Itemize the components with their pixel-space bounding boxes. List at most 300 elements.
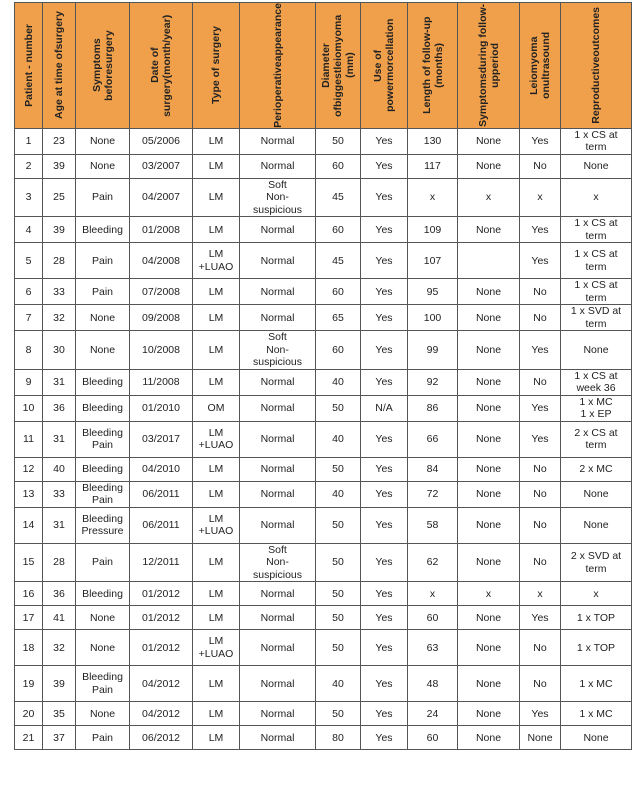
cell-text: 66 — [426, 433, 439, 446]
cell-text: 45 — [332, 254, 344, 267]
cell-text: None — [475, 433, 502, 446]
table-cell — [561, 457, 632, 481]
cell-text: LM — [208, 587, 224, 600]
cell-text: Bleeding — [82, 402, 123, 415]
table-container — [14, 2, 631, 750]
table-cell — [561, 582, 632, 606]
table-cell — [130, 369, 193, 395]
cell-text: Bleeding — [82, 512, 123, 525]
table-cell — [76, 305, 130, 331]
cell-text: 40 — [53, 463, 65, 476]
table-cell — [361, 630, 408, 666]
cell-text: 50 — [332, 463, 344, 476]
table-cell — [76, 457, 130, 481]
table-cell — [361, 421, 408, 457]
table-cell — [15, 279, 43, 305]
cell-text: 06/2011 — [142, 519, 180, 532]
cell-text: 30 — [53, 343, 65, 356]
cell-text: 72 — [426, 488, 439, 501]
cell-text: 9 — [25, 376, 32, 389]
table-cell — [458, 481, 520, 507]
table-cell — [561, 178, 632, 217]
cell-text: None — [583, 488, 609, 501]
cell-text: 45 — [332, 191, 344, 204]
cell-text: LM — [208, 223, 224, 236]
cell-text: suspicious — [252, 568, 303, 581]
table-cell — [561, 279, 632, 305]
table-cell — [43, 481, 76, 507]
table-cell — [193, 369, 240, 395]
table-cell — [316, 630, 361, 666]
table-cell — [458, 217, 520, 243]
cell-text: 50 — [332, 519, 344, 532]
table-row — [15, 331, 632, 370]
cell-text: 1 x CS at term — [574, 279, 618, 304]
cell-text: 60 — [332, 343, 344, 356]
table-cell — [408, 666, 458, 702]
cell-text: None — [475, 731, 502, 744]
table-cell — [520, 279, 561, 305]
cell-text: 03/2007 — [142, 160, 180, 173]
table-cell — [361, 543, 408, 582]
cell-text: 39 — [53, 223, 65, 236]
cell-text: 1 x SVD at term — [570, 305, 622, 330]
table-cell — [458, 543, 520, 582]
cell-text: 12 — [22, 463, 35, 476]
cell-text: Bleeding — [82, 587, 123, 600]
cell-text: Soft — [268, 178, 287, 191]
table-cell — [361, 369, 408, 395]
table-cell — [240, 543, 316, 582]
column-header-label — [590, 7, 602, 124]
cell-text: 33 — [53, 488, 65, 501]
table-cell — [561, 154, 632, 178]
cell-text: 1 x MC — [579, 707, 613, 720]
table-cell — [361, 395, 408, 421]
column-header-label — [91, 3, 115, 128]
table-cell — [408, 457, 458, 481]
table-cell — [408, 178, 458, 217]
cell-text: No — [533, 160, 547, 173]
table-cell — [458, 279, 520, 305]
column-header-label — [53, 11, 65, 119]
cell-text: Yes — [375, 191, 393, 204]
cell-text: 86 — [426, 402, 439, 415]
cell-text: Soft — [268, 331, 287, 344]
cell-text: 04/2007 — [142, 191, 180, 204]
table-cell — [130, 243, 193, 279]
table-cell — [240, 369, 316, 395]
cell-text: 10 — [22, 402, 35, 415]
cell-text: No — [533, 519, 547, 532]
cell-text: Bleeding — [82, 481, 123, 494]
cell-text: 1 x TOP — [576, 641, 616, 654]
table-cell — [408, 543, 458, 582]
table-cell — [15, 154, 43, 178]
cell-text: 117 — [424, 160, 441, 173]
table-cell — [240, 457, 316, 481]
header-text: surgery — [102, 30, 115, 69]
cell-text: 1 — [25, 135, 32, 148]
cell-text: 40 — [332, 376, 344, 389]
cell-text: x — [593, 587, 599, 600]
cell-text: Pain — [91, 556, 113, 569]
table-cell — [316, 481, 361, 507]
table-cell — [76, 666, 130, 702]
table-cell — [408, 243, 458, 279]
cell-text: 35 — [53, 707, 65, 720]
cell-text: 01/2012 — [142, 587, 180, 600]
cell-text: +LUAO — [198, 260, 234, 273]
cell-text: Yes — [531, 254, 549, 267]
table-cell — [316, 507, 361, 543]
cell-text: Pain — [91, 285, 113, 298]
cell-text: Normal — [260, 611, 295, 624]
cell-text: 1 x CS at term — [574, 128, 618, 154]
column-header — [130, 3, 193, 129]
cell-text: None — [527, 731, 553, 744]
cell-text: LM — [208, 488, 224, 501]
cell-text: x — [537, 191, 543, 204]
table-cell — [458, 178, 520, 217]
cell-text: No — [533, 311, 547, 324]
table-cell — [520, 457, 561, 481]
table-row — [15, 666, 632, 702]
table-cell — [43, 178, 76, 217]
cell-text: No — [533, 463, 547, 476]
table-cell — [520, 369, 561, 395]
table-cell — [43, 606, 76, 630]
table-cell — [43, 369, 76, 395]
cell-text: 31 — [53, 433, 65, 446]
header-row — [15, 3, 632, 129]
table-cell — [520, 128, 561, 154]
table-cell — [408, 481, 458, 507]
cell-text: 60 — [332, 223, 344, 236]
cell-text: Yes — [375, 311, 393, 324]
cell-text: None — [475, 677, 502, 690]
table-cell — [240, 666, 316, 702]
table-cell — [561, 726, 632, 750]
table-cell — [76, 507, 130, 543]
table-cell — [43, 154, 76, 178]
table-cell — [130, 543, 193, 582]
cell-text: x — [485, 587, 492, 600]
table-cell — [43, 395, 76, 421]
cell-text: Yes — [375, 587, 393, 600]
header-text: during follow-up — [476, 3, 501, 88]
table-row — [15, 606, 632, 630]
table-row — [15, 726, 632, 750]
table-cell — [15, 582, 43, 606]
table-cell — [408, 726, 458, 750]
table-cell — [76, 395, 130, 421]
cell-text: Normal — [260, 677, 295, 690]
column-header-label — [210, 26, 222, 104]
cell-text: Normal — [260, 402, 295, 415]
column-header — [408, 3, 458, 129]
cell-text: Yes — [375, 731, 393, 744]
table-cell — [458, 128, 520, 154]
cell-text: Normal — [260, 707, 295, 720]
table-cell — [561, 543, 632, 582]
cell-text: +LUAO — [198, 439, 234, 452]
cell-text: 20 — [22, 707, 35, 720]
table-cell — [43, 243, 76, 279]
cell-text: Normal — [260, 641, 295, 654]
table-cell — [43, 217, 76, 243]
table-cell — [130, 666, 193, 702]
cell-text: None — [89, 611, 116, 624]
table-cell — [361, 666, 408, 702]
cell-text: 107 — [423, 254, 442, 267]
table-cell — [76, 630, 130, 666]
table-cell — [561, 421, 632, 457]
cell-text: Soft — [268, 543, 287, 556]
cell-text: None — [475, 611, 502, 624]
table-cell — [520, 666, 561, 702]
table-cell — [520, 630, 561, 666]
table-cell — [458, 507, 520, 543]
cell-text: 92 — [426, 376, 439, 389]
column-header-label — [23, 24, 35, 107]
table-cell — [408, 421, 458, 457]
cell-text: 32 — [53, 311, 65, 324]
table-row — [15, 243, 632, 279]
table-cell — [130, 331, 193, 370]
header-text: Symptoms — [476, 73, 489, 128]
cell-text: 01/2010 — [142, 402, 180, 415]
table-cell — [76, 726, 130, 750]
table-cell — [520, 507, 561, 543]
cell-text: None — [89, 311, 116, 324]
table-cell — [130, 606, 193, 630]
cell-text: None — [475, 343, 502, 356]
table-cell — [240, 702, 316, 726]
table-cell — [561, 702, 632, 726]
cell-text: None — [89, 707, 116, 720]
table-cell — [361, 507, 408, 543]
table-cell — [316, 331, 361, 370]
cell-text: OM — [207, 402, 225, 415]
cell-text: No — [533, 488, 547, 501]
cell-text: Yes — [375, 641, 393, 654]
cell-text: 84 — [426, 463, 439, 476]
cell-text: 2 — [25, 160, 32, 173]
table-cell — [408, 128, 458, 154]
cell-text: Yes — [375, 376, 393, 389]
cell-text: Pain — [91, 254, 113, 267]
table-cell — [408, 702, 458, 726]
cell-text: Yes — [375, 463, 393, 476]
cell-text: 50 — [332, 556, 344, 569]
table-cell — [76, 421, 130, 457]
header-text: appearance — [271, 3, 284, 62]
cell-text: LM — [208, 677, 224, 690]
cell-text: LM — [208, 426, 224, 439]
table-cell — [561, 606, 632, 630]
cell-text: 8 — [25, 343, 32, 356]
table-cell — [15, 217, 43, 243]
table-row — [15, 582, 632, 606]
table-cell — [130, 154, 193, 178]
cell-text: None — [475, 160, 502, 173]
column-header — [561, 3, 632, 129]
cell-text: 14 — [22, 519, 35, 532]
header-text: (month/year) — [161, 14, 173, 78]
cell-text: x — [537, 587, 543, 600]
cell-text: 1 x TOP — [576, 611, 616, 624]
table-cell — [193, 305, 240, 331]
cell-text: x — [593, 191, 599, 204]
cell-text: LM — [208, 512, 224, 525]
cell-text: 15 — [22, 556, 35, 569]
cell-text: Yes — [531, 611, 549, 624]
table-cell — [520, 543, 561, 582]
table-cell — [193, 666, 240, 702]
table-cell — [240, 630, 316, 666]
column-header-label — [149, 3, 173, 128]
cell-text: LM — [208, 160, 224, 173]
table-cell — [458, 154, 520, 178]
cell-text: 100 — [423, 311, 442, 324]
cell-text: None — [475, 285, 502, 298]
header-text: Symptoms before — [90, 38, 115, 101]
cell-text: Yes — [375, 556, 393, 569]
column-header — [76, 3, 130, 129]
table-header — [15, 3, 632, 129]
table-cell — [193, 128, 240, 154]
table-cell — [193, 395, 240, 421]
table-cell — [561, 331, 632, 370]
table-cell — [15, 630, 43, 666]
table-cell — [15, 369, 43, 395]
cell-text: Non- — [266, 343, 289, 356]
cell-text: None — [89, 160, 116, 173]
table-cell — [130, 128, 193, 154]
cell-text: None — [583, 519, 609, 532]
table-cell — [561, 128, 632, 154]
cell-text: 50 — [332, 641, 344, 654]
table-cell — [520, 305, 561, 331]
cell-text: 04/2012 — [142, 707, 180, 720]
table-cell — [561, 666, 632, 702]
cell-text: 41 — [53, 611, 65, 624]
table-cell — [458, 666, 520, 702]
cell-text: Bleeding — [82, 426, 123, 439]
cell-text: No — [533, 641, 547, 654]
cell-text: 28 — [53, 556, 65, 569]
cell-text: None — [475, 223, 502, 236]
table-cell — [316, 666, 361, 702]
table-cell — [316, 305, 361, 331]
cell-text: Normal — [260, 731, 295, 744]
table-row — [15, 178, 632, 217]
cell-text: Yes — [375, 160, 393, 173]
table-cell — [561, 217, 632, 243]
table-cell — [561, 481, 632, 507]
table-row — [15, 543, 632, 582]
table-cell — [458, 421, 520, 457]
table-cell — [15, 543, 43, 582]
column-header-label — [528, 3, 552, 128]
cell-text: LM — [208, 343, 224, 356]
cell-text: suspicious — [252, 203, 303, 216]
cell-text: LM — [208, 707, 224, 720]
header-text: biggest — [332, 69, 344, 107]
cell-text: Yes — [375, 343, 393, 356]
cell-text: Normal — [260, 519, 295, 532]
cell-text: Normal — [260, 223, 295, 236]
table-cell — [15, 243, 43, 279]
cell-text: Yes — [375, 488, 393, 501]
cell-text: 63 — [426, 641, 439, 654]
table-cell — [361, 243, 408, 279]
cell-text: Normal — [260, 135, 295, 148]
table-row — [15, 395, 632, 421]
table-cell — [130, 582, 193, 606]
column-header-label — [421, 3, 445, 128]
table-cell — [240, 606, 316, 630]
table-cell — [316, 178, 361, 217]
cell-text: Pressure — [81, 525, 124, 538]
cell-text: Non- — [266, 191, 289, 204]
table-cell — [43, 507, 76, 543]
cell-text: 1 x MC — [579, 677, 613, 690]
cell-text: 28 — [53, 254, 65, 267]
cell-text: Normal — [260, 311, 295, 324]
table-body — [15, 128, 632, 750]
cell-text: 06/2011 — [142, 488, 180, 501]
table-cell — [240, 395, 316, 421]
table-cell — [193, 279, 240, 305]
cell-text: 1 x CS at term — [574, 248, 618, 273]
table-cell — [240, 331, 316, 370]
table-cell — [408, 217, 458, 243]
cell-text: No — [533, 677, 547, 690]
cell-text: 4 — [25, 223, 32, 236]
table-cell — [458, 582, 520, 606]
table-cell — [43, 702, 76, 726]
table-cell — [408, 279, 458, 305]
header-text: Date of surgery — [149, 47, 173, 117]
table-cell — [43, 666, 76, 702]
column-header-label — [320, 3, 356, 128]
cell-text: 50 — [332, 135, 344, 148]
table-cell — [15, 606, 43, 630]
table-cell — [520, 154, 561, 178]
cell-text: LM — [208, 376, 224, 389]
cell-text: LM — [208, 635, 224, 648]
table-cell — [458, 395, 520, 421]
cell-text: 04/2012 — [142, 677, 180, 690]
cell-text: 95 — [426, 285, 439, 298]
cell-text: None — [475, 707, 502, 720]
cell-text: 18 — [22, 641, 35, 654]
table-cell — [193, 507, 240, 543]
table-cell — [193, 421, 240, 457]
column-header — [193, 3, 240, 129]
cell-text: LM — [208, 285, 224, 298]
table-cell — [43, 457, 76, 481]
table-cell — [15, 666, 43, 702]
table-cell — [43, 279, 76, 305]
table-cell — [130, 217, 193, 243]
table-cell — [316, 369, 361, 395]
table-row — [15, 481, 632, 507]
cell-text: Yes — [375, 285, 393, 298]
cell-text: 05/2006 — [142, 135, 180, 148]
